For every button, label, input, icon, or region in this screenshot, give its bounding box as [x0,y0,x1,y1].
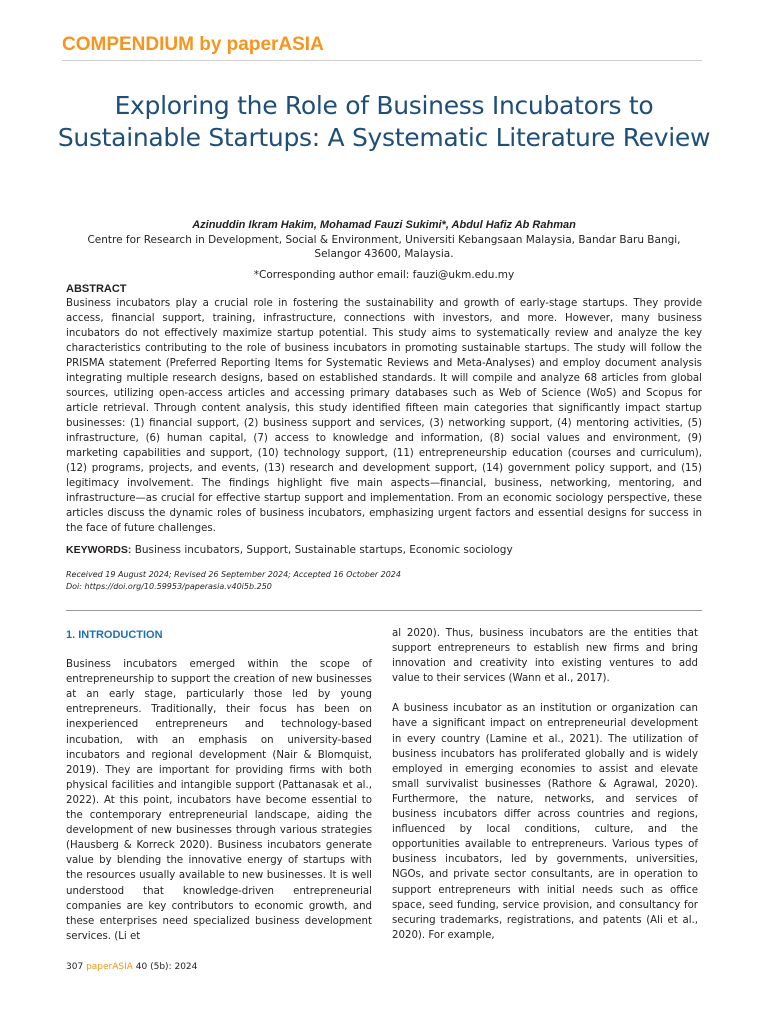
page-footer [66,962,197,972]
affiliation-line-1: Centre for Research in Development, Social & Environment, Universiti Kebangsaan Malaysia, Bandar Baru Bangi, [87,234,681,246]
doi-text: Doi: https://doi.org/10.59953/paperasia.v40i5b.250 [66,582,272,591]
keywords-text: Business incubators, Support, Sustainable startups, Economic sociology [134,544,513,556]
journal-name: paperASIA [86,962,133,972]
section-divider [66,610,702,611]
author-list: Azinuddin Ikram Hakim, Mohamad Fauzi Sukimi*, Abdul Hafiz Ab Rahman [192,219,576,231]
abstract-heading: ABSTRACT [66,283,127,295]
section-heading-introduction: 1. INTRODUCTION [66,629,163,641]
affiliation-line-2: Selangor 43600, Malaysia. [314,248,454,260]
article-dates [66,569,401,593]
paragraph: A business incubator as an institution or organization can have a significant impact on entrepreneurial development in every country (Lamine et al., 2021). The utilization of business incubators has proliferated globally and is widely employed in emerging economies to assist and elevate small survivalist businesses (Rathore & Agrawal, 2020). Furthermore, the nature, networks, and services of business incubators differ across countries and regions, influenced by local conditions, culture, and the opportunities available to entrepreneurs. Various types of business incubators, led by governments, universities, NGOs, and private sector consultants, are in operation to support entrepreneurs with initial needs such as office space, seed funding, service provision, and consultancy for securing trademarks, registrations, and patents (Ali et al., 2020). For example, [392,703,698,941]
header-rule [62,60,702,61]
affiliation [62,233,706,261]
keywords [66,544,702,556]
compendium-header: COMPENDIUM by paperASIA [62,34,324,55]
keywords-label: KEYWORDS: [66,544,132,556]
paragraph: al 2020). Thus, business incubators are the entities that support entrepreneurs to establish new firms and bring innovation and creativity into existing ventures to add value to their services (Wann et al., 2017). [392,628,698,685]
paper-title: Exploring the Role of Business Incubators to Sustainable Startups: A Systematic Literature Review [57,91,711,152]
paragraph: Business incubators emerged within the scope of entrepreneurship to support the creation of new businesses at an early stage, particularly those led by young entrepreneurs. Traditionally, their focus has been on inexperienced entrepreneurs and technology-based incubation, with an emphasis on university-based incubators and regional development (Nair & Blomquist, 2019). They are important for providing firms with both physical facilities and intangible support (Pattanasak et al., 2022). At this point, incubators have become essential to the contemporary entrepreneurial landscape, aiding the development of new businesses through various strategies (Hausberg & Korreck 2020). Business incubators generate value by blending the innovative energy of startups with the resources usually available to new businesses. It is well understood that knowledge-driven entrepreneurial companies are key contributors to economic growth, and these enterprises need specialized business development services. (Li et [66,659,372,942]
received-dates: Received 19 August 2024; Revised 26 September 2024; Accepted 16 October 2024 [66,570,401,579]
page-number: 307 [66,962,84,972]
body-column-right [392,626,698,958]
body-column-left [66,626,372,959]
abstract-text: Business incubators play a crucial role in fostering the sustainability and growth of early-stage startups. They provide access, financial support, training, infrastructure, connections with investors, and more. However, many business incubators do not effectively maximize startup potential. This study aims to systematically review and analyze the key characteristics contributing to the role of business incubators in promoting sustainable startups. The study will follow the PRISMA statement (Preferred Reporting Items for Systematic Reviews and Meta-Analyses) and employ document analysis integrating multiple research designs, based on established standards. It will compile and analyze 68 articles from global sources, utilizing open-access articles and accessing primary databases such as Web of Science (WoS) and Scopus for article retrieval. Through content analysis, this study identified fifteen main categories that significantly impact startup businesses: (1) financial support, (2) business support and services, (3) networking support, (4) mentoring activities, (5) infrastructure, (6) human capital, (7) access to knowledge and information, (8) social values and environment, (9) marketing capabilities and support, (10) technology support, (11) entrepreneurship education (courses and curriculum), (12) programs, projects, and events, (13) research and development support, (14) government policy support, and (15) legitimacy involvement. The findings highlight five main aspects—financial, business, networking, mentoring, and infrastructure—as crucial for effective startup support and implementation. From an economic sociology perspective, these articles discuss the dynamic roles of business incubators, emphasizing urgent factors and essential designs for success in the face of future challenges. [66,298,702,534]
journal-volume: 40 (5b): 2024 [135,962,198,972]
corresponding-author: *Corresponding author email: fauzi@ukm.edu.my [253,269,515,281]
